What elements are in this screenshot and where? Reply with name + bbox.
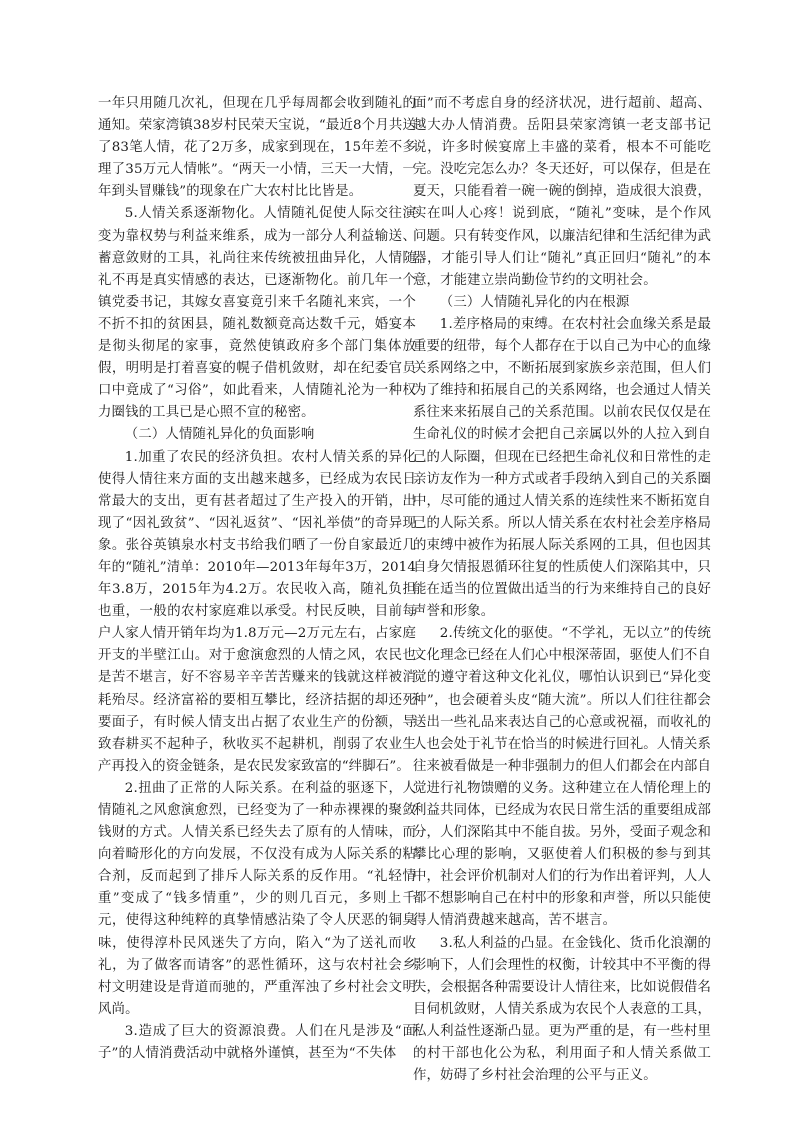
section-heading-negative-impact: （二）人情随礼异化的负面影响	[124, 427, 315, 443]
right-column	[413, 93, 711, 1087]
paragraph-differential-pattern: 1.差序格局的束缚。在农村社会血缘关系是最重要的纽带，每个人都存在于以自己为中心的血缘关系网络之中，不断拓展到家族乡亲范围，但人们为了维持和拓展自己的关系网络，也会通过人情关系往来来拓展自己的关系范围。以前农民仅仅是在生命礼仪的时候才会把自己亲属以外的人拉入到自己的人际圈，但现在已经把生命礼仪和日常性的走亲访友作为一种方式或者手段纳入到自己的关系圈中，尽可能的通过人情关系的连续性来不断拓宽自己的人际关系。所以人情关系在农村社会差序格局的束缚中被作为拓展人际关系网的工具，但也因其自身欠情报恩循环往复的性质使人们深陷其中，只能在适当的位置做出适当的行为来维持自己的良好声誉和形象。	[413, 316, 711, 620]
paragraph-distorted-relations: 2.扭曲了正常的人际关系。在利益的驱逐下，人情随礼之风愈演愈烈，已经变为了一种赤裸裸的聚敛钱财的方式。人情关系已经失去了原有的人情味，而向着畸形化的方向发展，不仅没有成为人际关系的粘合剂，反而起到了排斥人际关系的反作用。“礼轻情重”变成了“钱多情重”，少的则几百元，多则上千元，使得这种纯粹的真挚情感沾染了令人厌恶的铜臭味，使得淳朴民风迷失了方向，陷入“为了送礼而收礼，为了做客而请客”的恶性循环，这与农村社会乡村文明建设是背道而驰的，严重浑浊了乡村社会文明风尚。	[98, 780, 416, 1017]
paragraph-continued: 面”而不考虑自身的经济状况，进行超前、超高、越大办人情消费。岳阳县荣家湾镇一老支部书记说，许多时候宴席上丰盛的菜肴，根本不可能吃完。没吃完怎么办？冬天还好，可以保存，但是在夏天，只能看着一碗一碗的倒掉，造成很大浪费，实在叫人心疼！说到底，“随礼”变味，是个作风问题。只有转变作风，以廉洁纪律和生活纪律为武器，才能引导人们让“随礼”真正回归“随礼”的本意，才能建立崇尚勤俭节约的文明社会。	[413, 96, 711, 288]
paragraph-continued: 一年只用随几次礼，但现在几乎每周都会收到随礼的通知。荣家湾镇38岁村民荣天宝说，“最近8个月共送了83笔人情，花了2万多，成家到现在，15年差不多理了35万元人情帐”。“两天一小情，三天一大情，一年到头冒赚钱”的现象在广大农村比比皆是。	[98, 96, 416, 200]
paragraph-traditional-culture: 2.传统文化的驱使。“不学礼，无以立”的传统文化理念已经在人们心中根深蒂固，驱使人们不自觉的遵守着这种文化礼仪，哪怕认识到已“异化变种”，也会硬着头皮“随大流”。所以人们往往都会送出一些礼品来表达自己的心意或祝福，而收礼的人也会处于礼节在恰当的时候进行回礼。人情关系往来被看做是一种非强制力的但人们都会在内部自觉进行礼物馈赠的义务。这种建立在人情伦理上的利益共同体，已经成为农民日常生活的重要组成部分，人们深陷其中不能自拔。另外，受面子观念和攀比心理的影响，又驱使着人们积极的参与到其中，社会评价机制对人们的行为作出着评判，人人都不想影响自己在村中的形象和声誉，所以只能使得人情消费越来越高，苦不堪言。	[413, 626, 711, 929]
paragraph-economic-burden: 1.加重了农民的经济负担。农村人情关系的异化使得人情往来方面的支出越来越多，已经成为农民日常最大的支出，更有甚者超过了生产投入的开销，出现了“因礼致贫”、“因礼返贫”、“因礼举债”的奇异现象。张谷英镇泉水村支书给我们晒了一份自家最近几年的“随礼”清单：2010年—2013年每年3万，2014年3.8万，2015年为4.2万。农民收入高，随礼负担也重，一般的农村家庭难以承受。村民反映，目前每户人家人情开销年均为1.8万元—2万元左右，占家庭开支的半壁江山。对于愈演愈烈的人情之风，农民也是苦不堪言，好不容易辛辛苦苦赚来的钱就这样被消耗殆尽。经济富裕的要相互攀比，经济拮据的却还死要面子，有时候人情支出占据了农业生产的份额，导致春耕买不起种子，秋收买不起耕机，削弱了农业生产再投入的资金链条，是农民发家致富的“绊脚石”。	[98, 449, 416, 774]
left-column	[98, 93, 416, 1065]
paragraph-private-interest: 3.私人利益的凸显。在金钱化、货币化浪潮的影响下，人们会理性的权衡，计较其中不平衡的得失，会根据各种需要设计人情往来，比如说假借名目伺机敛财，人情关系成为农民个人表意的工具，私人利益性逐渐凸显。更为严重的是，有一些村里的村干部也化公为私，利用面子和人情关系做工作，妨碍了乡村社会治理的公平与正义。	[413, 935, 711, 1084]
paragraph-resource-waste: 3.造成了巨大的资源浪费。人们在凡是涉及“面子”的人情消费活动中就格外谨慎，甚至为“不失体	[98, 1023, 416, 1062]
paragraph-material-relations: 5.人情关系逐渐物化。人情随礼促使人际交往演变为靠权势与利益来维系，成为一部分人利益输送、蓄意敛财的工具，礼尚往来传统被扭曲异化，人情随礼不再是真实情感的表达，已逐渐物化。前几年一个镇党委书记，其嫁女喜宴竟引来千名随礼来宾，一个不折不扣的贫困县，随礼数额竟高达数千元，婚宴本是彻头彻尾的家事，竟然使镇政府多个部门集体放假，明明是打着喜宴的幌子借机敛财，却在纪委官员口中竟成了“习俗”，如此看来，人情随礼沦为一种权力圈钱的工具已是心照不宣的秘密。	[98, 206, 416, 421]
section-heading-root-causes: （三）人情随礼异化的内在根源	[439, 294, 630, 310]
